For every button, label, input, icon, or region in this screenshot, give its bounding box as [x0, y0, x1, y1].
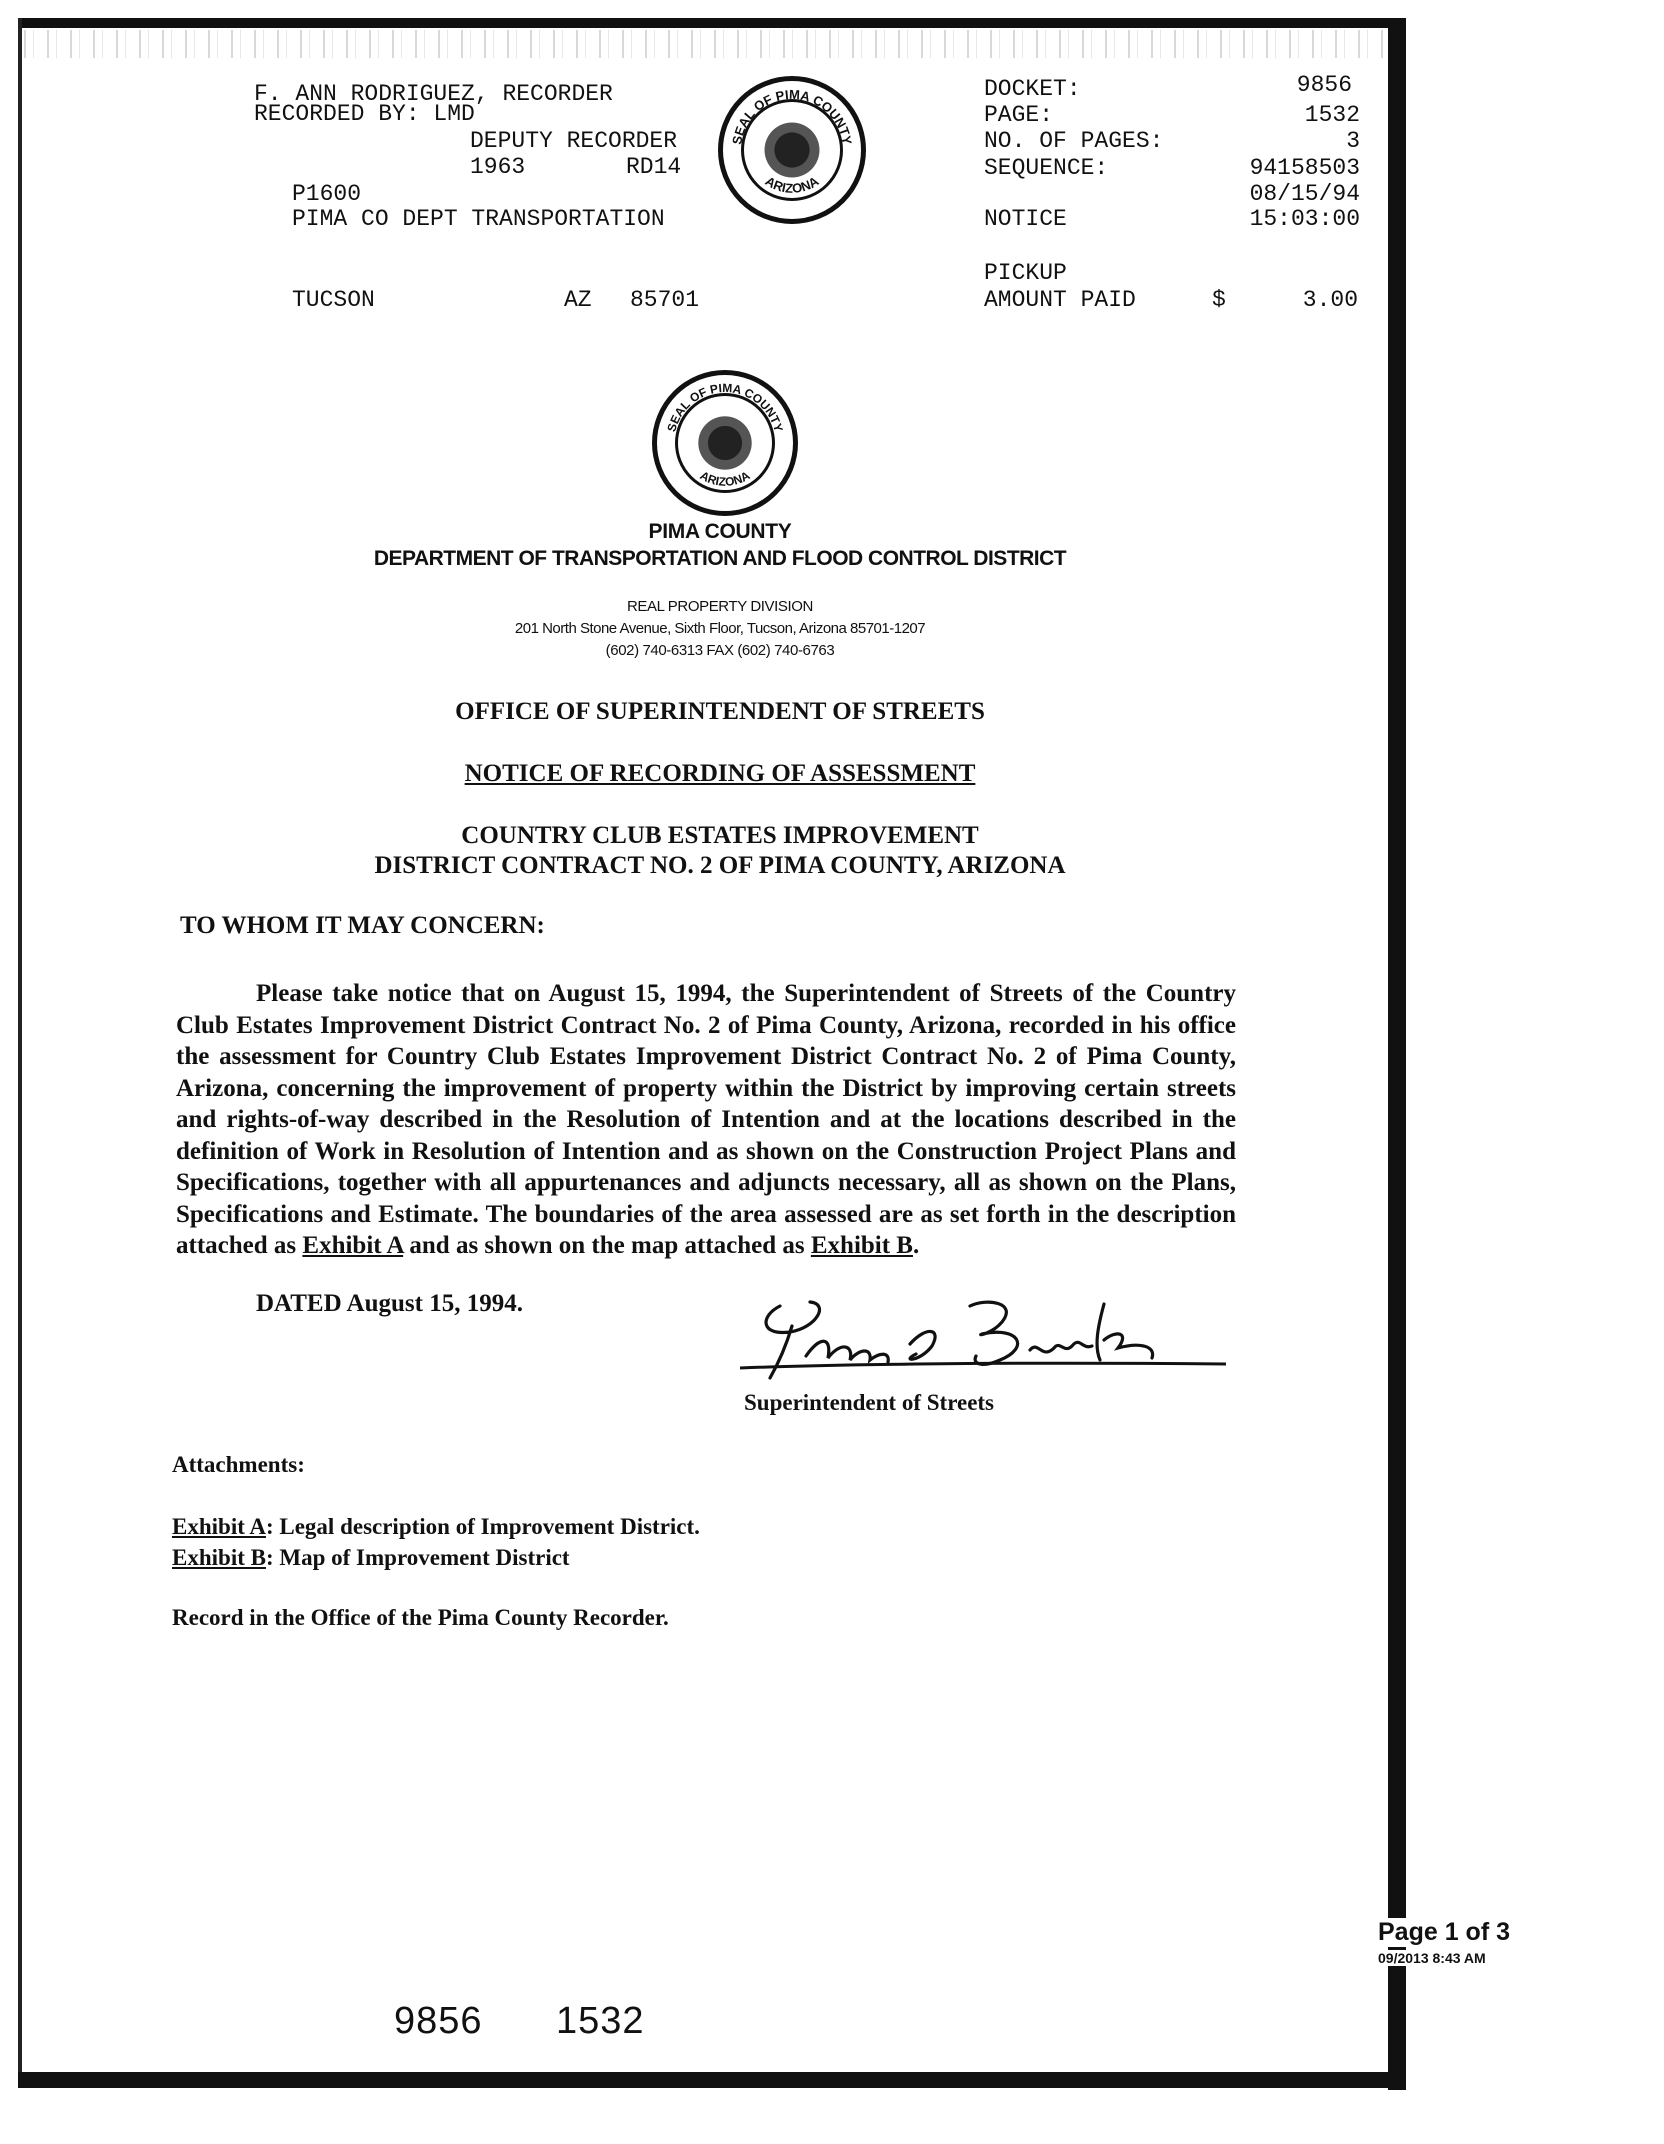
exhibit-a-reference: Exhibit A [302, 1232, 404, 1259]
docket-value: 9856 [1296, 72, 1352, 98]
recorded-by: RECORDED BY: LMD [254, 101, 475, 127]
office-heading: OFFICE OF SUPERINTENDENT OF STREETS [455, 698, 985, 725]
attachment-b [172, 1545, 570, 1571]
district-line-1: COUNTRY CLUB ESTATES IMPROVEMENT [461, 822, 979, 849]
record-date: 08/15/94 [1249, 181, 1360, 207]
rd-code: RD14 [626, 154, 682, 180]
amount-paid-value: 3.00 [1302, 287, 1358, 313]
bottom-docket-stamp: 9856 [394, 2000, 483, 2042]
deputy-id: 1963 [470, 154, 526, 180]
state: AZ [564, 287, 592, 313]
letterhead-seal-top-text: SEAL OF PIMA COUNTY [664, 380, 786, 434]
recorder-name: F. ANN RODRIGUEZ, RECORDER [254, 81, 613, 107]
exhibit-b-reference: Exhibit B [810, 1232, 913, 1259]
record-time: 15:03:00 [1249, 206, 1360, 232]
docket-label: DOCKET: [984, 76, 1081, 102]
pages-value: 3 [1346, 128, 1360, 154]
page-label: PAGE: [984, 102, 1054, 128]
dated-line: DATED August 15, 1994. [256, 1290, 523, 1317]
notice-body [176, 978, 1236, 1262]
p-code: P1600 [292, 181, 362, 207]
svg-text:SEAL OF PIMA COUNTY [729, 87, 855, 146]
pages-label: NO. OF PAGES: [984, 128, 1164, 154]
city: TUCSON [292, 287, 375, 313]
letterhead-seal-bottom-text: ARIZONA [697, 468, 753, 489]
notice-label: NOTICE [984, 206, 1067, 232]
attachment-a [172, 1514, 700, 1540]
scan-border-top [18, 18, 1406, 28]
body-mid-text: and as shown on the map attached as [409, 1232, 805, 1259]
attachment-a-text: : Legal description of Improvement District. [265, 1514, 700, 1539]
division-phone: (602) 740-6313 FAX (602) 740-6763 [605, 642, 835, 659]
page-indicator: Page 1 of 3 [1374, 1918, 1514, 1947]
county-name: PIMA COUNTY [648, 520, 792, 543]
salutation: TO WHOM IT MAY CONCERN: [180, 912, 545, 939]
body-end-text: . [912, 1232, 920, 1259]
district-line-2: DISTRICT CONTRACT NO. 2 OF PIMA COUNTY, ARIZONA [374, 852, 1066, 879]
letterhead-seal [652, 370, 798, 516]
division-name: REAL PROPERTY DIVISION [627, 598, 813, 615]
scan-border-right [1388, 18, 1406, 2090]
attachments-label: Attachments: [172, 1452, 305, 1477]
record-instruction: Record in the Office of the Pima County Recorder. [172, 1605, 669, 1630]
currency-symbol: $ [1212, 287, 1226, 313]
body-main-text: Please take notice that on August 15, 1994, the Superintendent of Streets of the Country Club Estates Improvement District Contract No. 2 of Pima County, Arizona, recorded in his office the assessment for Country Club Estates Improvement District Contract No. 2 of Pima County, Arizona, concerning the improvement of property within the District by improving certain streets and rights-of-way described in the Resolution of Intention and at the locations described in the definition of Work in Resolution of Intention and as shown on the Construction Project Plans and Specifications, together with all appurtenances and adjuncts necessary, all as shown on the Plans, Specifications and Estimate. The boundaries of the area assessed are as set forth in the description attached as [176, 980, 1236, 1259]
agency-name: PIMA CO DEPT TRANSPORTATION [292, 206, 665, 232]
deputy-recorder: DEPUTY RECORDER [470, 128, 678, 154]
department-name: DEPARTMENT OF TRANSPORTATION AND FLOOD CONTROL DISTRICT [373, 547, 1067, 570]
notice-title: NOTICE OF RECORDING OF ASSESSMENT [464, 760, 976, 787]
seal-bottom-text: ARIZONA [762, 173, 822, 196]
seal-top-text: SEAL OF PIMA COUNTY [729, 86, 855, 146]
svg-text:ARIZONA [763, 173, 822, 196]
scan-border-bottom [18, 2072, 1406, 2088]
scan-border-left [18, 18, 22, 2088]
sequence-value: 94158503 [1249, 155, 1360, 181]
attachment-b-text: : Map of Improvement District [265, 1545, 570, 1570]
scan-noise [24, 30, 1384, 58]
pickup-label: PICKUP [984, 260, 1067, 286]
print-timestamp: 09/2013 8:43 AM [1374, 1950, 1490, 1966]
attachment-a-ref: Exhibit A [172, 1514, 266, 1539]
signer-title: Superintendent of Streets [744, 1390, 995, 1415]
svg-text:ARIZONA [698, 468, 753, 489]
amount-paid-label: AMOUNT PAID [984, 287, 1136, 313]
signature-image [720, 1286, 1240, 1386]
sequence-label: SEQUENCE: [984, 155, 1109, 181]
zip: 85701 [630, 287, 700, 313]
svg-text:SEAL OF PIMA COUNTY [664, 381, 785, 434]
bottom-page-stamp: 1532 [556, 2000, 645, 2042]
county-seal-stamp [718, 76, 866, 224]
division-address: 201 North Stone Avenue, Sixth Floor, Tucson, Arizona 85701-1207 [514, 620, 926, 637]
attachment-b-ref: Exhibit B [172, 1545, 266, 1570]
page-value: 1532 [1304, 102, 1360, 128]
